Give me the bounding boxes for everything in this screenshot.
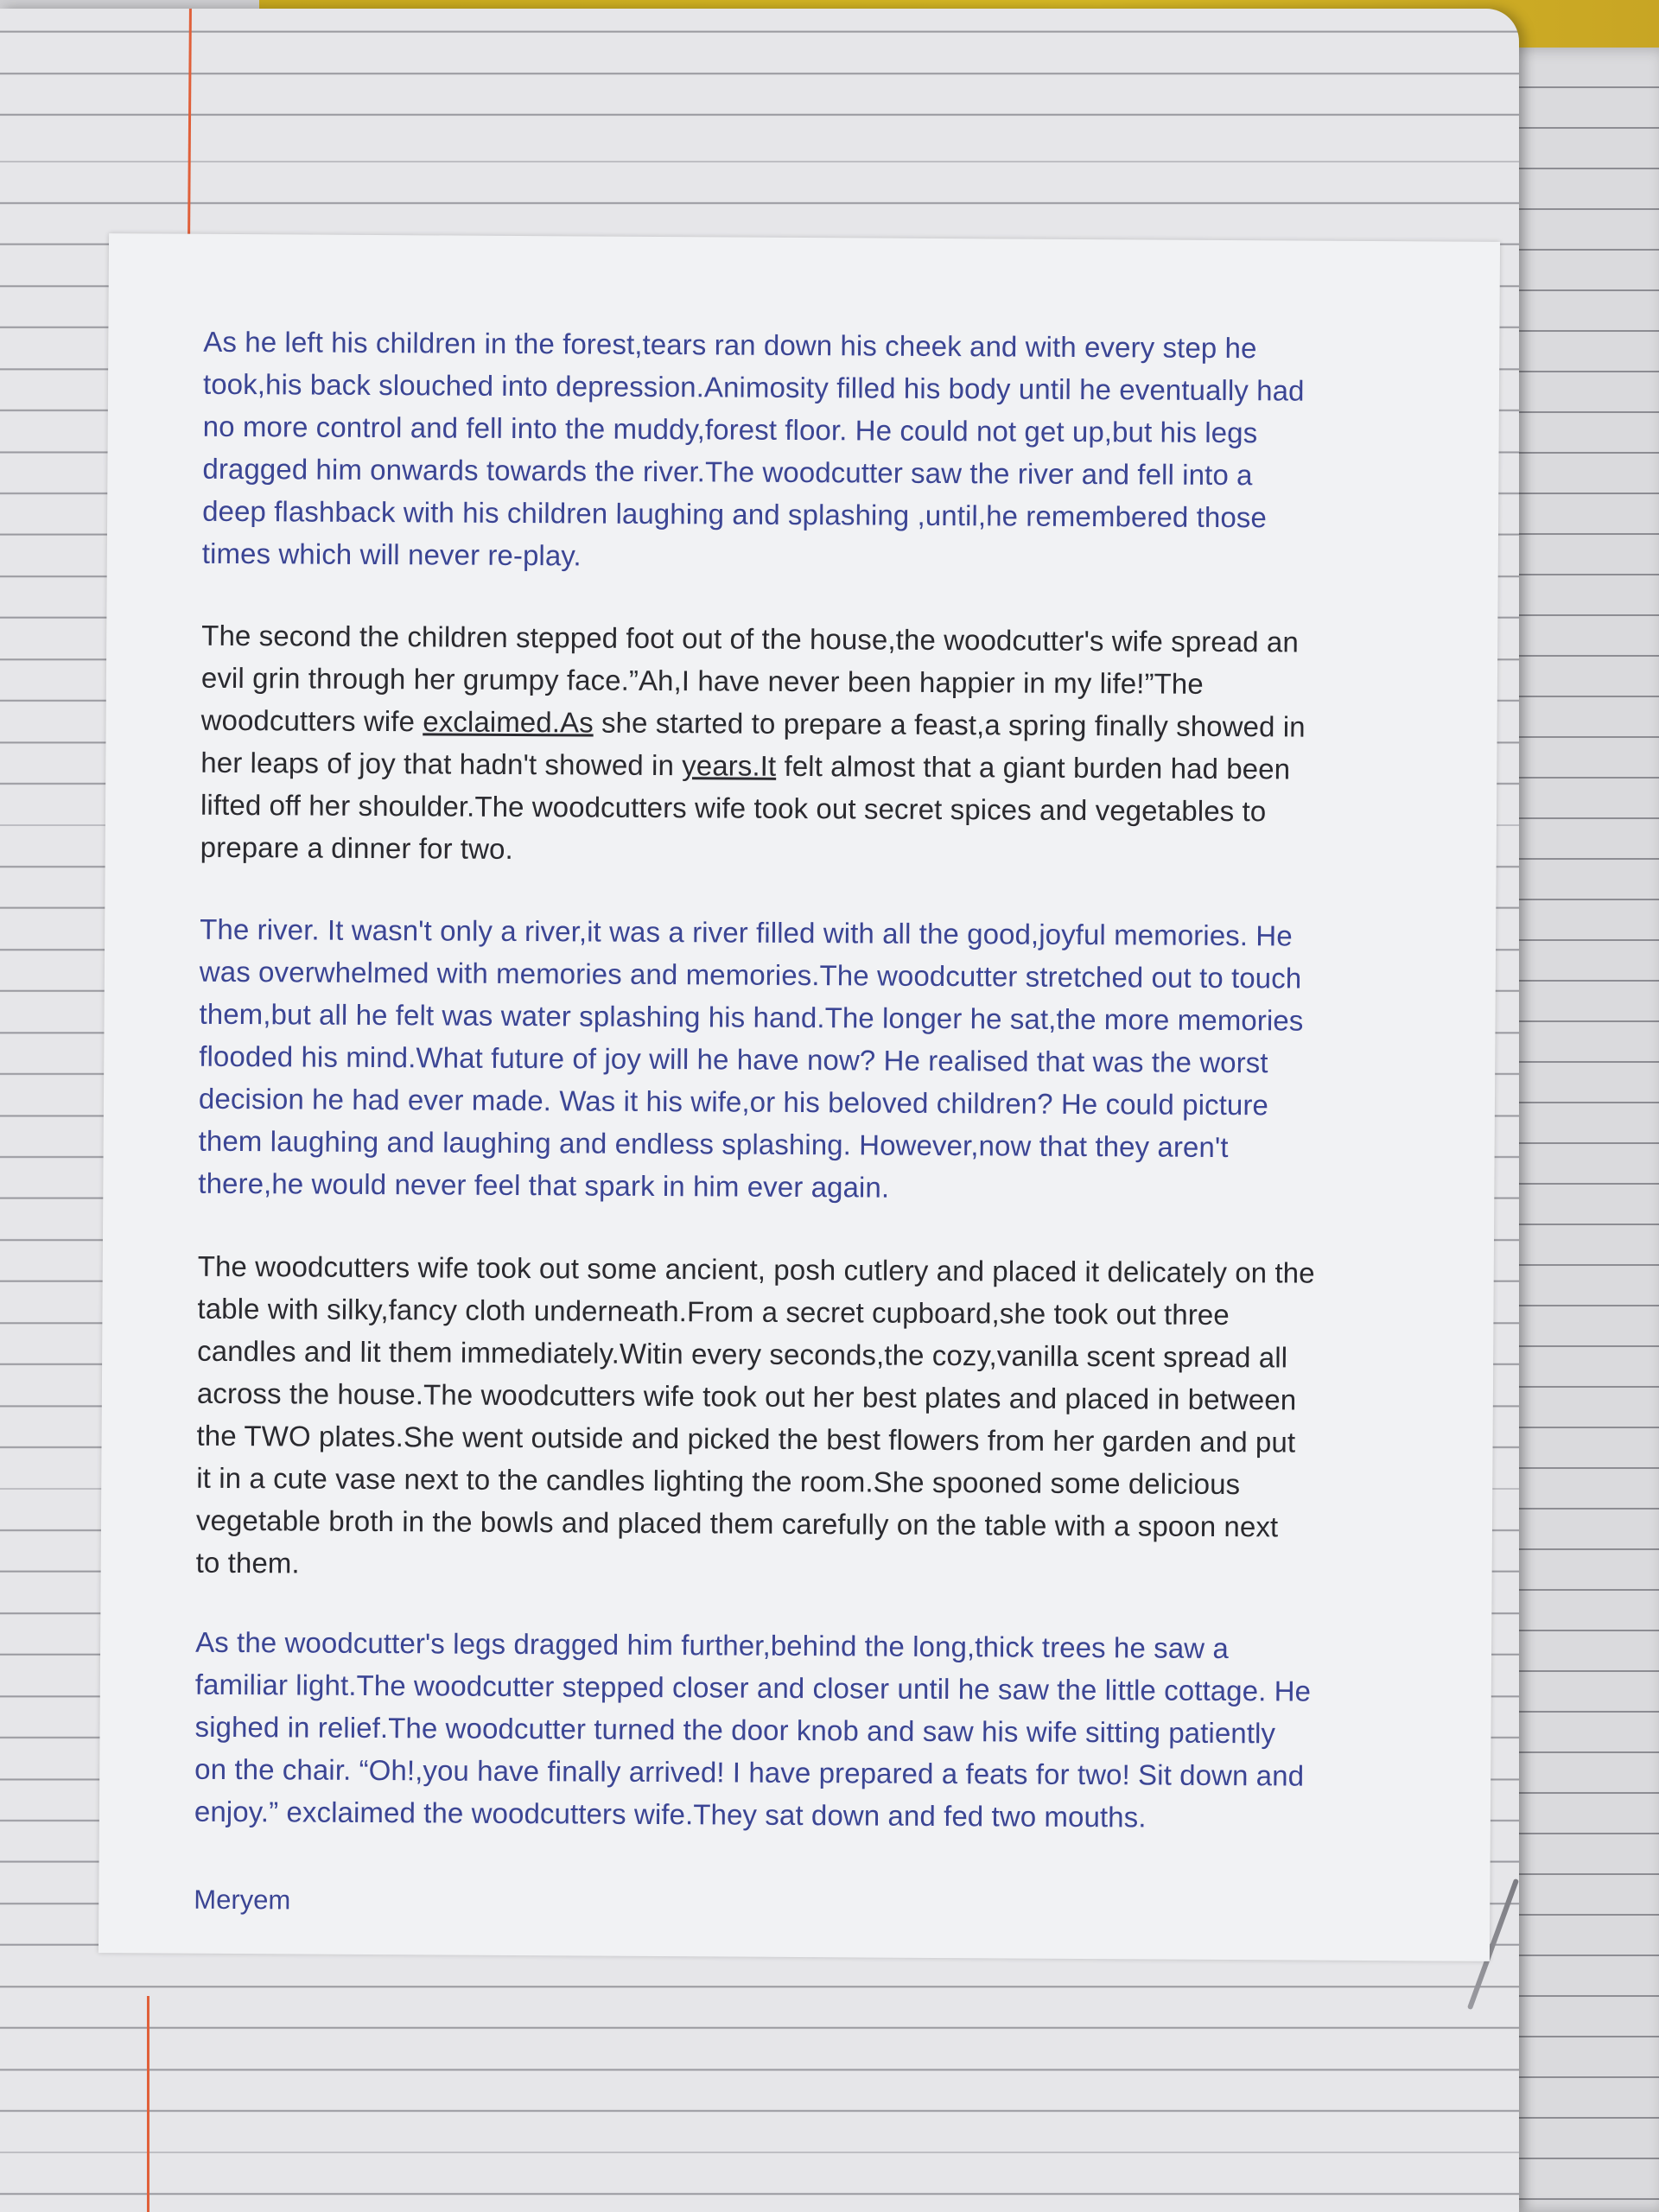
text-line: times which will never re-play. — [201, 537, 582, 572]
paragraph-3 — [198, 908, 1418, 1212]
paragraph-1 — [202, 321, 1422, 582]
text-line: prepare a dinner for two. — [200, 830, 513, 865]
underlined-text: years.It — [682, 749, 777, 782]
text-line: evil grin through her grumpy face.”Ah,I have never been happier in my life!”The — [200, 661, 1204, 700]
text-line — [200, 741, 1419, 791]
text-line: dragged him onwards towards the river.The woodcutter saw the river and fell into a — [202, 452, 1253, 492]
text-line: familiar light.The woodcutter stepped closer and closer until he saw the little cottage. He — [194, 1668, 1312, 1707]
text-line: flooded his mind.What future of joy will he have now? He realised that was the worst — [199, 1039, 1268, 1079]
text-line: was overwhelmed with memories and memories.The woodcutter stretched out to touch — [199, 955, 1302, 995]
text-line: across the house.The woodcutters wife took out her best plates and placed in between — [196, 1376, 1297, 1416]
text-line: The river. It wasn't only a river,it was a river filled with all the good,joyful memories. He — [200, 912, 1293, 952]
paragraph-4 — [196, 1245, 1416, 1592]
text-line — [201, 699, 1420, 749]
text-line: vegetable broth in the bowls and placed them carefully on the table with a spoon next — [195, 1503, 1279, 1543]
text-line: took,his back slouched into depression.Animosity filled his body until he eventually had — [202, 367, 1305, 407]
text-line: them laughing and laughing and endless splashing. However,now that they aren't — [198, 1124, 1229, 1164]
text-line: the TWO plates.She went outside and picked the best flowers from her garden and put — [196, 1419, 1296, 1459]
text-line: on the chair. “Oh!,you have finally arrived! I have prepared a feats for two! Sit down and — [194, 1752, 1305, 1792]
text-line: lifted off her shoulder.The woodcutters wife took out secret spices and vegetables to — [200, 788, 1267, 828]
underlined-text: exclaimed.As — [423, 705, 594, 739]
text-line: deep flashback with his children laughing and splashing ,until,he remembered those — [202, 494, 1268, 534]
text-segment: she started to prepare a feast,a spring finally showed in — [593, 706, 1306, 743]
text-line: enjoy.” exclaimed the woodcutters wife.They sat down and fed two mouths. — [194, 1795, 1147, 1834]
text-line: table with silky,fancy cloth underneath.From a secret cupboard,she took out three — [197, 1292, 1230, 1332]
paragraph-2 — [200, 614, 1421, 876]
text-line: decision he had ever made. Was it his wife,or his beloved children? He could picture — [198, 1082, 1269, 1122]
printed-story-sheet — [99, 233, 1500, 1961]
notebook-right-page — [1508, 48, 1659, 2212]
text-line: As he left his children in the forest,tears ran down his cheek and with every step he — [203, 325, 1257, 365]
text-segment: felt almost that a giant burden had been — [776, 749, 1291, 785]
text-line: The second the children stepped foot out of the house,the woodcutter's wife spread an — [201, 619, 1299, 658]
text-line: The woodcutters wife took out some ancient, posh cutlery and placed it delicately on the — [197, 1249, 1315, 1289]
red-margin-line — [147, 1996, 149, 2212]
text-line: there,he would never feel that spark in him ever again. — [198, 1166, 890, 1204]
text-line: As the woodcutter's legs dragged him further,behind the long,thick trees he saw a — [195, 1625, 1229, 1665]
text-line: sighed in relief.The woodcutter turned the door knob and saw his wife sitting patiently — [194, 1710, 1276, 1750]
text-line: no more control and fell into the muddy,forest floor. He could not get up,but his legs — [202, 410, 1258, 449]
author-name: Meryem — [194, 1884, 291, 1916]
text-line: it in a cute vase next to the candles lighting the room.She spooned some delicious — [196, 1461, 1241, 1501]
paragraph-5 — [194, 1621, 1414, 1840]
text-line: candles and lit them immediately.Witin every seconds,the cozy,vanilla scent spread all — [197, 1334, 1288, 1374]
text-segment: woodcutters wife — [200, 703, 423, 738]
text-line: them,but all he felt was water splashing his hand.The longer he sat,the more memories — [199, 997, 1304, 1037]
text-segment: her leaps of joy that hadn't showed in — [200, 746, 683, 782]
text-line: to them. — [195, 1546, 300, 1580]
